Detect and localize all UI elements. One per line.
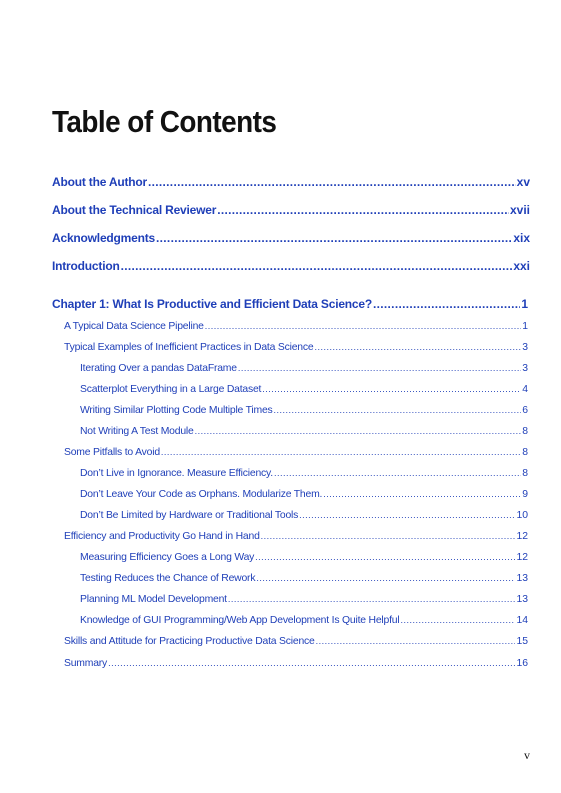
toc-entry-subsection[interactable] xyxy=(80,506,528,524)
toc-entry-page: 8 xyxy=(522,468,528,479)
dot-leader xyxy=(255,548,515,566)
toc-entry-page: 12 xyxy=(516,552,528,563)
toc-entry-title: Introduction xyxy=(52,259,120,273)
toc-entry-subsection[interactable] xyxy=(80,485,528,503)
dot-leader xyxy=(148,173,516,191)
toc-entry-title: About the Author xyxy=(52,175,147,189)
toc-entry-about-the-author[interactable] xyxy=(52,173,530,191)
toc-entry-title: Chapter 1: What Is Productive and Efficient Data Science? xyxy=(52,297,373,311)
toc-entry-page: 3 xyxy=(522,342,528,353)
toc-entry-subsection[interactable] xyxy=(80,569,528,587)
toc-entry-title: Don’t Be Limited by Hardware or Traditional Tools xyxy=(80,510,299,521)
toc-entry-page: 6 xyxy=(522,405,528,416)
toc-entry-page: 16 xyxy=(516,658,528,669)
toc-entry-title: Efficiency and Productivity Go Hand in Hand xyxy=(64,531,260,542)
toc-entry-page: xix xyxy=(513,231,530,245)
toc-entry-title: Typical Examples of Inefficient Practices in Data Science xyxy=(64,342,314,353)
dot-leader xyxy=(274,401,522,419)
toc-entry-page: 14 xyxy=(516,615,528,626)
toc-entry-page: 13 xyxy=(516,573,528,584)
dot-leader xyxy=(217,201,509,219)
toc-entry-page: 10 xyxy=(516,510,528,521)
dot-leader xyxy=(314,338,521,356)
toc-entry-subsection[interactable] xyxy=(80,380,528,398)
toc-entry-page: xv xyxy=(516,175,530,189)
dot-leader xyxy=(299,506,515,524)
toc-entry-title: Measuring Efficiency Goes a Long Way xyxy=(80,552,255,563)
toc-entry-section[interactable] xyxy=(64,527,528,545)
toc-entry-page: 1 xyxy=(521,297,528,311)
dot-leader xyxy=(195,422,522,440)
toc-entry-subsection[interactable] xyxy=(80,590,528,608)
toc-entry-acknowledgments[interactable] xyxy=(52,229,530,247)
dot-leader xyxy=(323,485,521,503)
toc-entry-page: 1 xyxy=(522,321,528,332)
dot-leader xyxy=(316,632,516,650)
toc-entry-title: Skills and Attitude for Practicing Productive Data Science xyxy=(64,636,315,647)
toc-entry-page: 12 xyxy=(516,531,528,542)
dot-leader xyxy=(205,317,521,335)
toc-entry-page: 9 xyxy=(522,489,528,500)
toc-entry-subsection[interactable] xyxy=(80,611,528,629)
toc-entry-section[interactable] xyxy=(64,317,528,335)
toc-entry-title: Some Pitfalls to Avoid xyxy=(64,447,160,458)
dot-leader xyxy=(262,380,521,398)
toc-entry-title: Planning ML Model Development xyxy=(80,594,227,605)
toc-entry-title: Don’t Leave Your Code as Orphans. Modularize Them. xyxy=(80,489,323,500)
toc-entry-page: 8 xyxy=(522,426,528,437)
dot-leader xyxy=(261,527,516,545)
toc-entry-title: Iterating Over a pandas DataFrame xyxy=(80,363,237,374)
toc-entry-section[interactable] xyxy=(64,654,528,672)
toc-entry-chapter-1[interactable] xyxy=(52,295,528,313)
toc-entry-page: xxi xyxy=(513,259,530,273)
toc-entry-subsection[interactable] xyxy=(80,548,528,566)
dot-leader xyxy=(161,443,521,461)
toc-entry-title: Don’t Live in Ignorance. Measure Efficiency. xyxy=(80,468,273,479)
toc-entry-title: Acknowledgments xyxy=(52,231,156,245)
dot-leader xyxy=(121,257,513,275)
toc-entry-subsection[interactable] xyxy=(80,359,528,377)
toc-entry-title: Scatterplot Everything in a Large Dataset xyxy=(80,384,262,395)
toc-entry-section[interactable] xyxy=(64,632,528,650)
dot-leader xyxy=(400,611,515,629)
toc-entry-title: Summary xyxy=(64,658,108,669)
dot-leader xyxy=(256,569,515,587)
toc-entry-page: 15 xyxy=(516,636,528,647)
dot-leader xyxy=(373,295,520,313)
toc-entry-subsection[interactable] xyxy=(80,422,528,440)
toc-entry-title: A Typical Data Science Pipeline xyxy=(64,321,204,332)
toc-entry-page: 13 xyxy=(516,594,528,605)
toc-entry-about-the-technical-reviewer[interactable] xyxy=(52,201,530,219)
toc-entry-page: xvii xyxy=(509,203,530,217)
dot-leader xyxy=(274,464,521,482)
toc-entry-title: About the Technical Reviewer xyxy=(52,203,217,217)
page-title: Table of Contents xyxy=(52,104,277,139)
dot-leader xyxy=(108,654,515,672)
toc-entry-section[interactable] xyxy=(64,338,528,356)
toc-entry-section[interactable] xyxy=(64,443,528,461)
dot-leader xyxy=(238,359,521,377)
page-number: v xyxy=(524,748,530,762)
toc-entry-title: Writing Similar Plotting Code Multiple Times xyxy=(80,405,273,416)
toc-entry-page: 4 xyxy=(522,384,528,395)
toc-entry-subsection[interactable] xyxy=(80,464,528,482)
dot-leader xyxy=(228,590,516,608)
toc-entry-introduction[interactable] xyxy=(52,257,530,275)
toc-entry-title: Knowledge of GUI Programming/Web App Development Is Quite Helpful xyxy=(80,615,400,626)
toc-entry-page: 8 xyxy=(522,447,528,458)
toc-entry-page: 3 xyxy=(522,363,528,374)
toc-entry-subsection[interactable] xyxy=(80,401,528,419)
dot-leader xyxy=(156,229,512,247)
toc-entry-title: Testing Reduces the Chance of Rework xyxy=(80,573,256,584)
toc-entry-title: Not Writing A Test Module xyxy=(80,426,194,437)
